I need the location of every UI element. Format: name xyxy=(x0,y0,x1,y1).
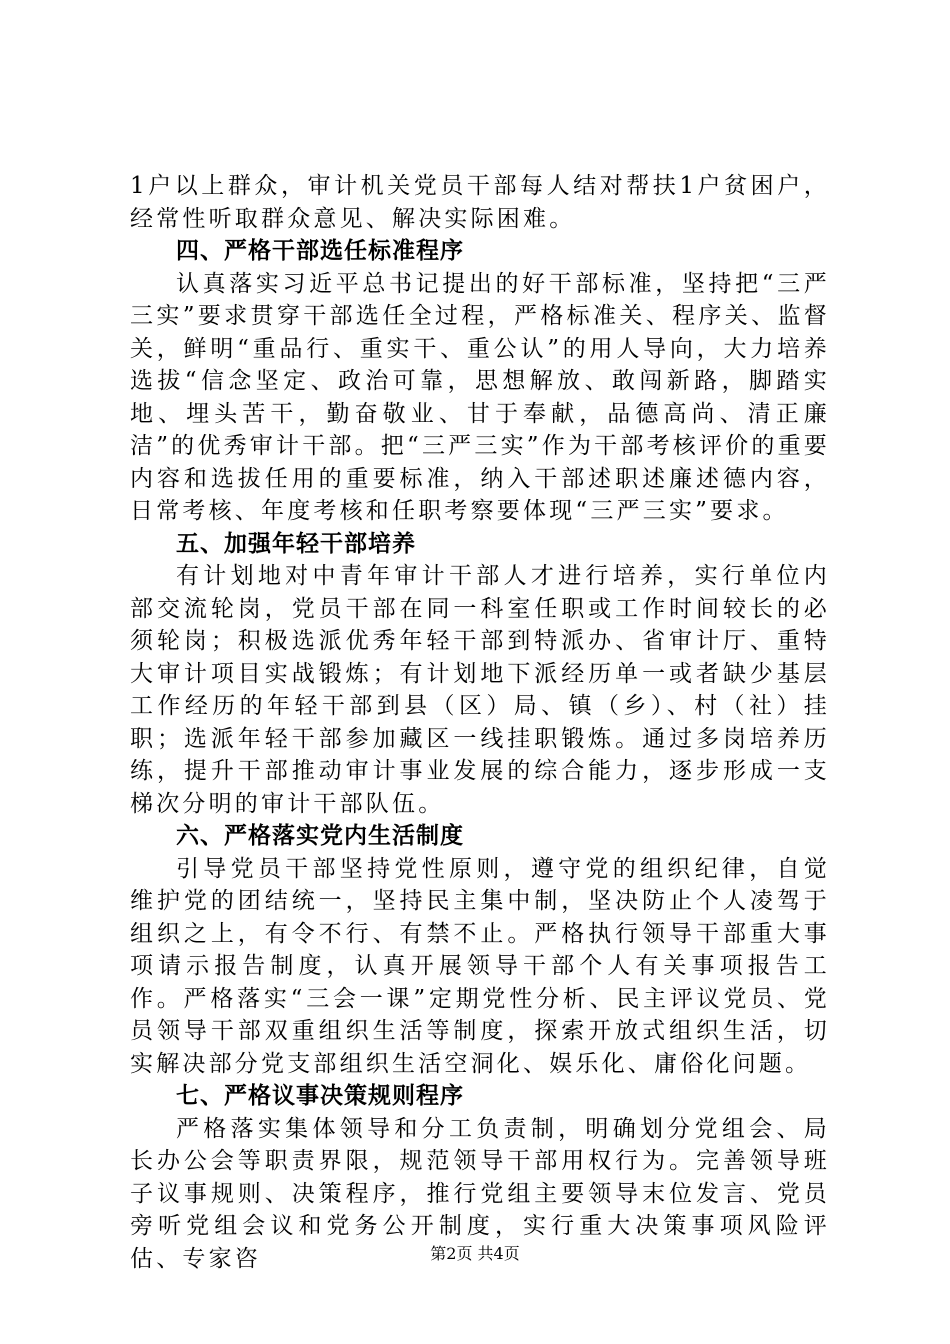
paragraph: 有计划地对中青年审计干部人才进行培养，实行单位内部交流轮岗，党员干部在同一科室任职或工作时间较长的必须轮岗；积极选派优秀年轻干部到特派办、省审计厅、重特大审计项目实战锻炼；有计划地下派经历单一或者缺少基层工作经历的年轻干部到县（区）局、镇（乡）、村（社）挂职；选派年轻干部参加藏区一线挂职锻炼。通过多岗培养历练，提升干部推动审计事业发展的综合能力，逐步形成一支梯次分明的审计干部队伍。 xyxy=(130,563,830,817)
section-heading: 七、严格议事决策规则程序 xyxy=(176,1082,464,1109)
paragraph: 严格落实集体领导和分工负责制，明确划分党组会、局长办公会等职责界限，规范领导干部用权行为。完善领导班子议事规则、决策程序，推行党组主要领导末位发言、党员旁听党组会议和党务公开制度，实行重大决策事项风险评估、专家咨 xyxy=(130,1115,830,1272)
section-heading: 五、加强年轻干部培养 xyxy=(176,529,416,557)
document-body xyxy=(130,170,830,1275)
paragraph: 认真落实习近平总书记提出的好干部标准，坚持把“三严三实”要求贯穿干部选任全过程，严格标准关、程序关、监督关，鲜明“重品行、重实干、重公认”的用人导向，大力培养选拔“信念坚定、政治可靠，思想解放、敢闯新路，脚踏实地、埋头苦干，勤奋敬业、甘于奉献，品德高尚、清正廉洁”的优秀审计干部。把“三严三实”作为干部考核评价的重要内容和选拔任用的重要标准，纳入干部述职述廉述德内容，日常考核、年度考核和任职考察要体现“三严三实”要求。 xyxy=(130,270,830,524)
section-heading: 四、严格干部选任标准程序 xyxy=(176,237,464,264)
section-heading: 六、严格落实党内生活制度 xyxy=(176,822,464,849)
page-number-footer: 第2页 共4页 xyxy=(430,1244,520,1263)
paragraph: 引导党员干部坚持党性原则，遵守党的组织纪律，自觉维护党的团结统一，坚持民主集中制，坚决防止个人凌驾于组织之上，有令不行、有禁不止。严格执行领导干部重大事项请示报告制度，认真开展领导干部个人有关事项报告工作。严格落实“三会一课”定期党性分析、民主评议党员、党员领导干部双重组织生活等制度，探索开放式组织生活，切实解决部分党支部组织生活空洞化、娱乐化、庸俗化问题。 xyxy=(130,855,830,1077)
paragraph: 1户以上群众，审计机关党员干部每人结对帮扶1户贫困户，经常性听取群众意见、解决实际困难。 xyxy=(130,173,830,232)
